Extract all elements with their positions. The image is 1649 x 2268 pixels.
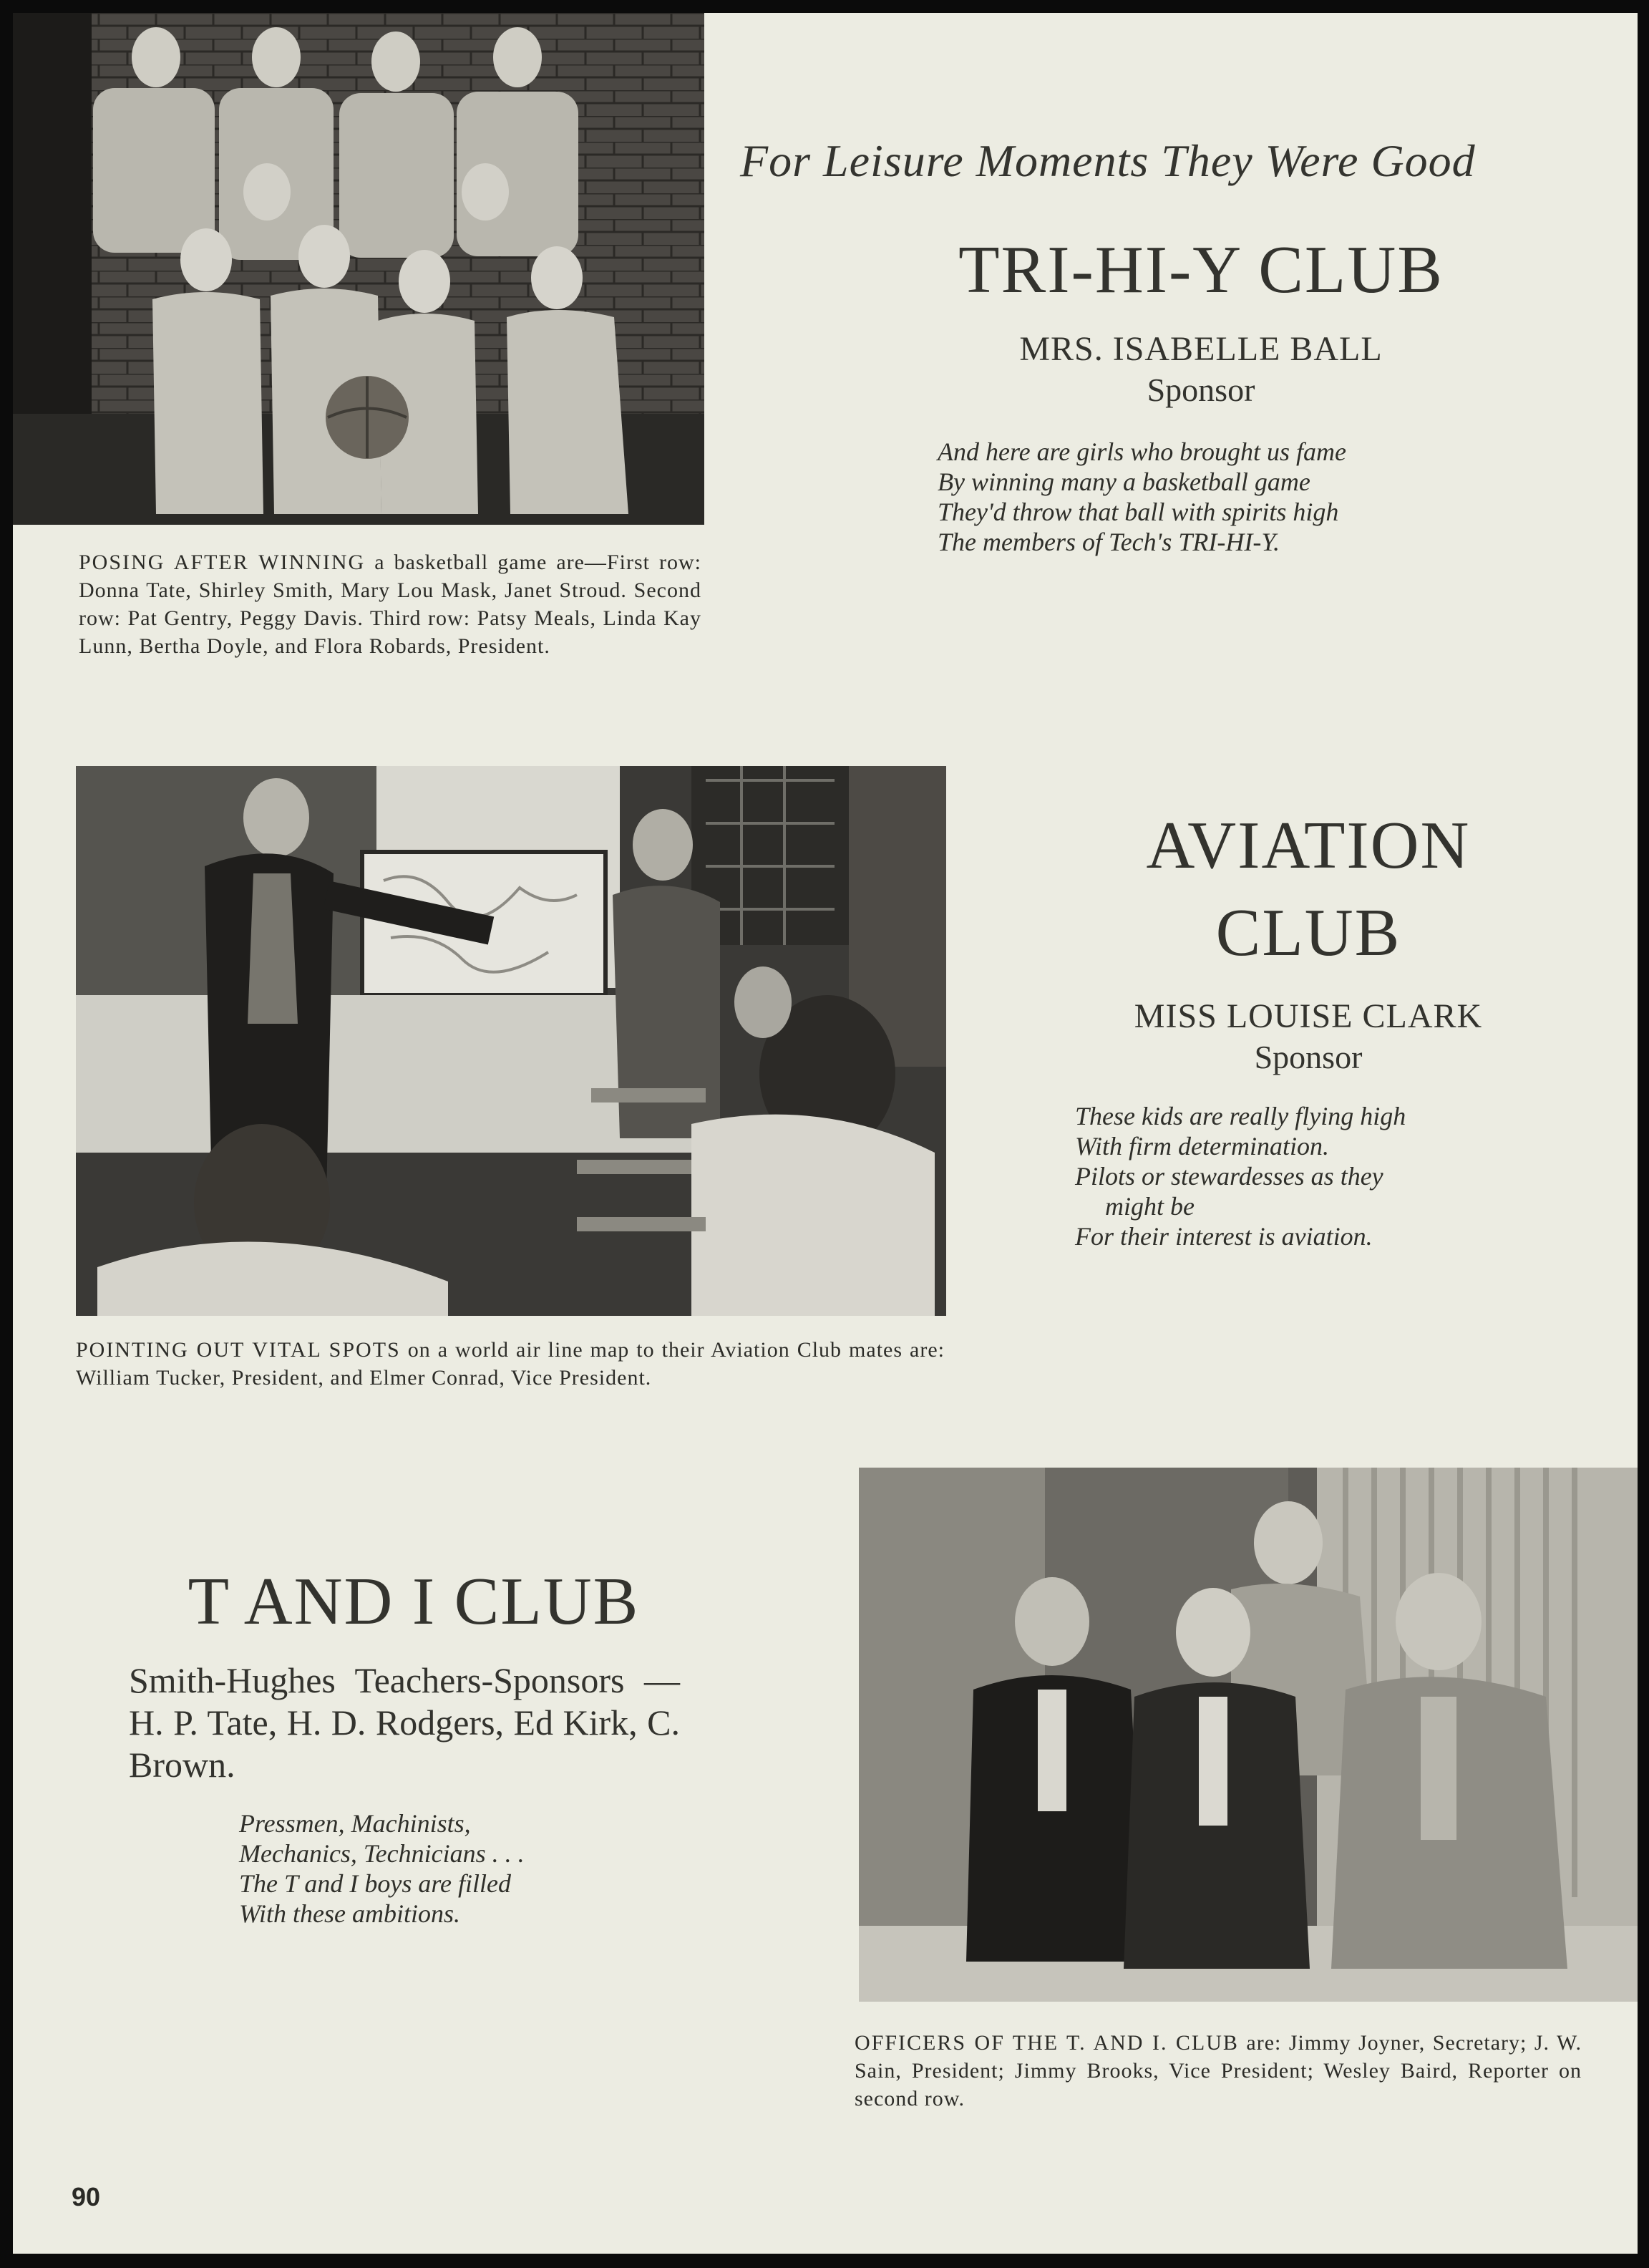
verse-line: With these ambitions. [239, 1899, 460, 1928]
aviation-photo [76, 766, 946, 1316]
verse-line: And here are girls who brought us fame [938, 437, 1346, 466]
caption-body: a basketball game are—First row: Donna Tate, Shirley Smith, Mary Lou Mask, Janet Stroud. Second row: Pat Gentry, Peggy Davis. Third row: Patsy Meals, Linda Kay Lunn, Bertha Doyle, and Flora Robards, President. [79, 551, 701, 658]
verse-line: These kids are really flying high [1075, 1102, 1406, 1130]
verse-line: might be [1105, 1192, 1195, 1221]
tri-hi-y-verse [938, 437, 1346, 557]
verse-line: The T and I boys are filled [239, 1869, 511, 1898]
page-heading: For Leisure Moments They Were Good [740, 135, 1476, 186]
t-and-i-caption [855, 2029, 1582, 2113]
tri-hi-y-title: TRI-HI-Y CLUB [958, 233, 1444, 307]
verse-line: Pressmen, Machinists, [239, 1809, 471, 1838]
officers-image [859, 1468, 1638, 2002]
caption-lead: OFFICERS OF THE T. AND I. CLUB [855, 2031, 1239, 2055]
aviation-sponsor-role: Sponsor [1254, 1039, 1363, 1075]
caption-body: are: Jimmy Joyner, Secretary; J. W. Sain, President; Jimmy Brooks, Vice President; Wesley Baird, Reporter on second row. [855, 2031, 1582, 2110]
verse-line: Pilots or stewardesses as they [1075, 1162, 1383, 1191]
caption-body: on a world air line map to their Aviation Club mates are: William Tucker, President, and Elmer Conrad, Vice President. [76, 1338, 945, 1390]
yearbook-page [13, 13, 1638, 2254]
aviation-title: AVIATION CLUB [1146, 808, 1471, 971]
verse-line: For their interest is aviation. [1075, 1222, 1373, 1251]
tri-hi-y-sponsor-name: MRS. ISABELLE BALL [1019, 330, 1383, 368]
tri-hi-y-sponsor-role: Sponsor [1147, 372, 1255, 408]
t-and-i-verse [239, 1808, 525, 1929]
t-and-i-sponsors: Smith-Hughes Teachers-Sponsors — H. P. Tate, H. D. Rodgers, Ed Kirk, C. Brown. [129, 1660, 680, 1785]
tri-hi-y-photo [13, 13, 704, 525]
verse-line: The members of Tech's TRI-HI-Y. [938, 528, 1280, 556]
aviation-verse [1075, 1101, 1406, 1251]
t-and-i-title: T AND I CLUB [188, 1564, 640, 1639]
basketball-team-image [13, 13, 704, 525]
t-and-i-photo [859, 1468, 1638, 2002]
aviation-sponsor-name: MISS LOUISE CLARK [1134, 997, 1483, 1035]
verse-line: Mechanics, Technicians . . . [239, 1839, 525, 1868]
verse-line: With firm determination. [1075, 1132, 1329, 1160]
aviation-caption [76, 1336, 945, 1392]
verse-line: They'd throw that ball with spirits high [938, 498, 1339, 526]
caption-lead: POSING AFTER WINNING [79, 551, 366, 574]
caption-lead: POINTING OUT VITAL SPOTS [76, 1338, 401, 1362]
aviation-map-image [76, 766, 946, 1316]
verse-line: By winning many a basketball game [938, 467, 1310, 496]
tri-hi-y-caption [79, 548, 701, 660]
page-number: 90 [72, 2182, 101, 2211]
